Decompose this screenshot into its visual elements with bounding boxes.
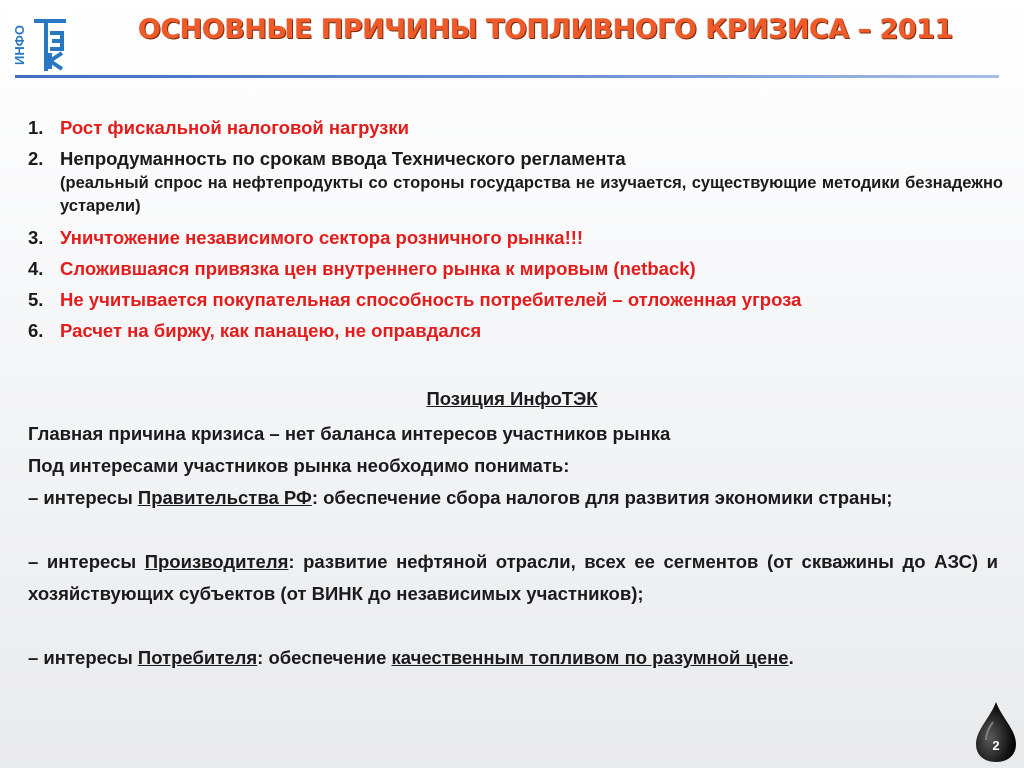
item-number: 1. xyxy=(28,117,44,138)
item-text: Расчет на биржу, как панацею, не оправдался xyxy=(60,320,482,341)
consumer-interest xyxy=(28,642,998,674)
interest-text: : обеспечение сбора налогов для развития экономики страны; xyxy=(311,487,893,508)
infotek-logo xyxy=(10,15,72,75)
list-item xyxy=(28,147,1003,171)
item-text: Непродуманность по срокам ввода Технического регламента xyxy=(60,148,626,169)
item-text: Рост фискальной налоговой нагрузки xyxy=(60,117,410,138)
item-number: 2. xyxy=(28,148,44,169)
item-number: 4. xyxy=(28,258,44,279)
page-number: 2 xyxy=(992,738,1000,753)
causes-list xyxy=(28,116,1003,350)
item-text: Не учитывается покупательная способность потребителей – отложенная угроза xyxy=(60,289,802,310)
main-reason: Главная причина кризиса – нет баланса интересов участников рынка xyxy=(28,423,671,444)
government-interest xyxy=(28,482,998,514)
producer-interest xyxy=(28,546,998,610)
title-divider xyxy=(15,75,999,78)
interest-prefix: – интересы xyxy=(28,551,145,572)
interest-text: : обеспечение xyxy=(257,647,392,668)
interest-end: . xyxy=(788,647,794,668)
item-text: Уничтожение независимого сектора розничного рынка!!! xyxy=(60,227,584,248)
interest-subject: Потребителя xyxy=(137,647,258,668)
list-item xyxy=(28,257,1003,281)
logo-left-text: ИНФО xyxy=(12,25,27,65)
list-item xyxy=(28,319,1003,343)
interest-subject: Правительства РФ xyxy=(137,487,312,508)
oil-drop-icon xyxy=(972,700,1020,764)
interest-emphasis: качественным топливом по разумной цене xyxy=(391,647,789,668)
item-note: (реальный спрос на нефтепродукты со стороны государства не изучается, существующие методики безнадежно устарели) xyxy=(60,174,1003,215)
understand-line: Под интересами участников рынка необходимо понимать: xyxy=(28,455,570,476)
list-item xyxy=(28,116,1003,140)
interest-text: : развитие нефтяной отрасли, всех ее сегментов (от скважины до АЗС) и хозяйствующих субъектов (от ВИНК до независимых участников); xyxy=(28,551,999,604)
interest-prefix: – интересы xyxy=(28,647,138,668)
list-item xyxy=(28,226,1003,250)
list-item xyxy=(28,288,1003,312)
item-text: Сложившаяся привязка цен внутреннего рынка к мировым (netback) xyxy=(60,258,696,279)
slide-title: ОСНОВНЫЕ ПРИЧИНЫ ТОПЛИВНОГО КРИЗИСА – 2011 xyxy=(138,14,953,45)
interest-prefix: – интересы xyxy=(28,487,138,508)
position-heading: Позиция ИнфоТЭК xyxy=(426,388,598,409)
item-number: 5. xyxy=(28,289,44,310)
item-number: 6. xyxy=(28,320,44,341)
interest-subject: Производителя xyxy=(144,551,289,572)
item-number: 3. xyxy=(28,227,44,248)
